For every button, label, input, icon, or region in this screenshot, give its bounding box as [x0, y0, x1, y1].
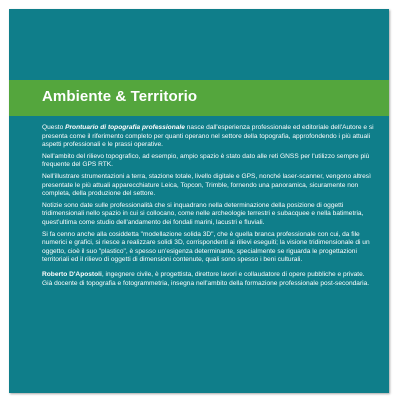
series-band [9, 80, 389, 116]
paragraph-instruments: Nell'illustrare strumentazioni a terra, stazione totale, livello digitale e GPS, nonché laser-scanner, vengono altresì presentate le più attuali apparecchiature Leica, Topcon, Trimble, fornendo una panoramica, sicuramente non completa, della produzione del settore. [42, 173, 371, 198]
series-title: Ambiente & Territorio [42, 88, 198, 105]
intro-paragraph [42, 124, 376, 150]
paragraph-bathymetry: Notizie sono date sulle professionalità che si inquadrano nella determinazione della posizione di oggetti tridimensionali nello spazio in cui si collocano, come nelle archeologie terrestri e subacquee e nella batimetria, quest'ultima come studio dell'andamento dei fondali marini, lacustri e fluviali. [42, 201, 364, 227]
book-title: Prontuario di topografia professionale [65, 124, 185, 131]
author-name: Roberto D'Apostoli [42, 270, 102, 278]
paragraph-3d-modeling: Si fa cenno anche alla cosiddetta "modellazione solida 3D", che è quella branca professionale con cui, da file numerici e grafici, si riesce a realizzare solidi 3D, corrispondenti ai rilievi eseguiti; la visione tridimensionale di un oggetto, cioè il suo "plastico", è spesso un'esigenza determinante, specialmente se riguarda le progettazioni territoriali ed il rilievo di oggetti di dimensioni contenute, quali sono spesso i beni culturali. [42, 230, 370, 264]
back-cover [9, 9, 389, 393]
author-description: , ingegnere civile, è progettista, direttore lavori e collaudatore di opere pubbliche e private. Già docente di topografia e fotogrammetria, insegna nell'ambito della formazione professionale post-secondaria. [42, 270, 370, 287]
intro-rest: nasce dall'esperienza professionale ed editoriale dell'Autore e si presenta come il riferimento completo per quanti operano nel settore della topografia, approfondendo i più attuali aspetti professionali e le prassi operative. [42, 124, 374, 149]
intro-lead: Questo [42, 124, 66, 131]
paragraph-gnss: Nell'ambito del rilievo topografico, ad esempio, ampio spazio è stato dato alle reti GNSS per l'utilizzo sempre più frequente del GPS RTK. [42, 152, 370, 169]
blurb [42, 124, 376, 291]
author-bio [42, 271, 376, 288]
